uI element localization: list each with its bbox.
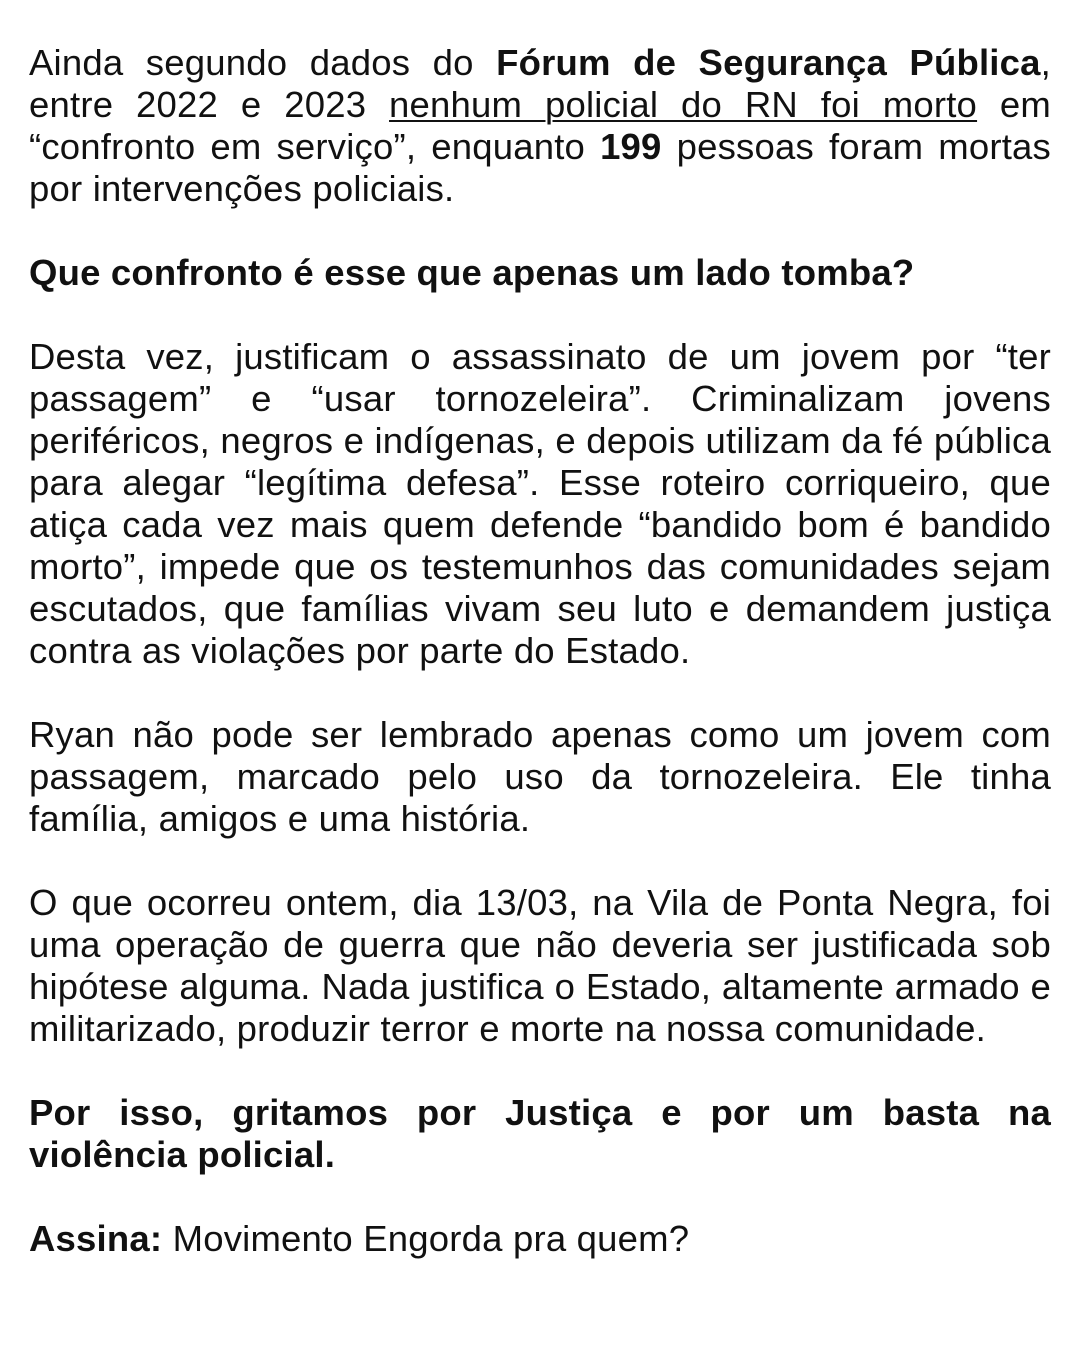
source-name: Fórum de Segurança Pública bbox=[496, 42, 1041, 83]
question-text: Que confronto é esse que apenas um lado tomba? bbox=[29, 252, 915, 293]
paragraph-text: , entre 2022 e 2023 bbox=[29, 42, 1051, 125]
paragraph-operation: O que ocorreu ontem, dia 13/03, na Vila de Ponta Negra, foi uma operação de guerra que não deveria ser justificada sob hipótese alguma. Nada justifica o Estado, altamente armado e militarizado, produzir terror e morte na nossa comunidade. bbox=[29, 882, 1051, 1049]
call-to-action bbox=[29, 1092, 1051, 1176]
paragraph-text: Ainda segundo dados do bbox=[29, 42, 497, 83]
underlined-fact: nenhum policial do RN foi morto bbox=[389, 84, 978, 125]
paragraph-text: pessoas foram mortas por intervenções policiais. bbox=[29, 126, 1052, 209]
paragraph-ryan: Ryan não pode ser lembrado apenas como um jovem com passagem, marcado pelo uso da tornozeleira. Ele tinha família, amigos e uma história. bbox=[29, 714, 1051, 839]
signature bbox=[29, 1218, 1051, 1260]
statement-document bbox=[29, 42, 1051, 1260]
paragraph-justification: Desta vez, justificam o assassinato de um jovem por “ter passagem” e “usar tornozeleira”. Criminalizam jovens periféricos, negros e indígenas, e depois utilizam da fé pública para alegar “legítima defesa”. Esse roteiro corriqueiro, que atiça cada vez mais quem defende “bandido bom é bandido morto”, impede que os testemunhos das comunidades sejam escutados, que famílias vivam seu luto e demandem justiça contra as violações por parte do Estado. bbox=[29, 336, 1051, 671]
signature-label: Assina: bbox=[29, 1218, 163, 1259]
call-to-action-text: Por isso, gritamos por Justiça e por um basta na violência policial. bbox=[29, 1092, 1051, 1175]
paragraph-forum-data bbox=[29, 42, 1051, 210]
death-count: 199 bbox=[600, 126, 662, 167]
question-heading bbox=[29, 252, 1051, 294]
paragraph-text: em “confronto em serviço”, enquanto bbox=[29, 84, 1051, 167]
signature-text: Movimento Engorda pra quem? bbox=[162, 1218, 690, 1259]
